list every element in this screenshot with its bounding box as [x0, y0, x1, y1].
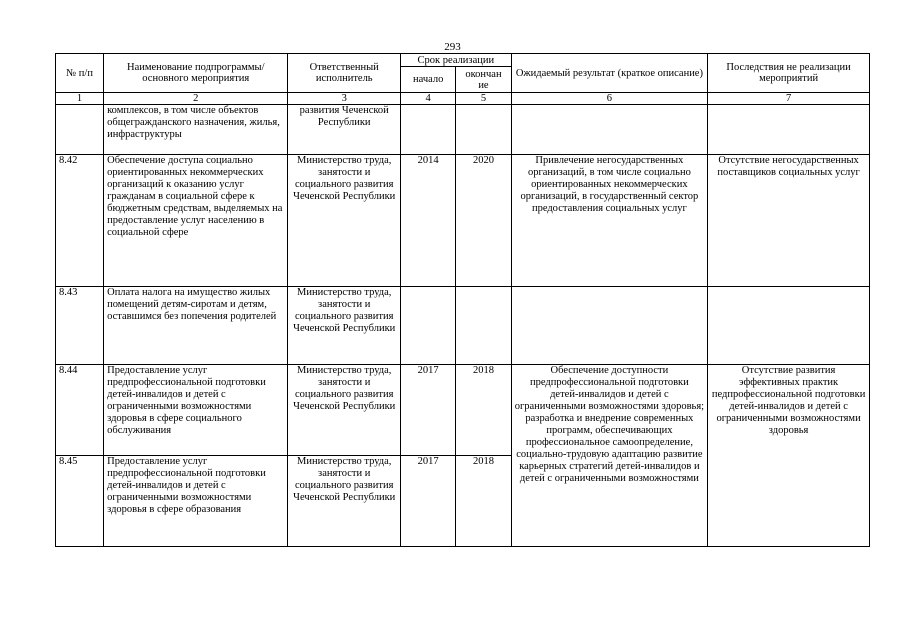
- column-index: 2: [104, 93, 288, 105]
- table-row: [56, 287, 870, 365]
- row-responsible: развития Чеченской Республики: [288, 105, 401, 155]
- row-num: 8.43: [56, 287, 104, 365]
- row-start: [401, 105, 456, 155]
- program-table: [55, 53, 870, 547]
- row-num: 8.42: [56, 155, 104, 287]
- row-name: комплексов, в том числе объектов общегражданского назначения, жилья, инфраструктуры: [104, 105, 288, 155]
- row-start: 2017: [401, 365, 456, 456]
- row-name: Предоставление услуг предпрофессиональной подготовки детей-инвалидов и детей с ограниченными возможностями здоровья в сфере социального обслуживания: [104, 365, 288, 456]
- row-num: 8.45: [56, 456, 104, 547]
- row-consequences: Отсутствие развития эффективных практик педпрофессиональной подготовки детей-инвалидов и детей с ограниченными возможностями здоровья: [708, 365, 870, 547]
- row-consequences: [708, 287, 870, 365]
- row-result: [511, 287, 708, 365]
- row-result: Привлечение негосударственных организаций, в том числе социально ориентированных некоммерческих организаций, в государственный сектор предоставления социальных услуг: [511, 155, 708, 287]
- header-end: окончан ие: [456, 67, 511, 93]
- table-row: [56, 365, 870, 456]
- row-end: [456, 105, 511, 155]
- row-start: 2014: [401, 155, 456, 287]
- row-start: [401, 287, 456, 365]
- column-index: 1: [56, 93, 104, 105]
- column-index: 3: [288, 93, 401, 105]
- page-number: 293: [444, 41, 461, 53]
- row-num: 8.44: [56, 365, 104, 456]
- header-result: Ожидаемый результат (краткое описание): [511, 54, 708, 93]
- table-row: [56, 155, 870, 287]
- row-responsible: Министерство труда, занятости и социального развития Чеченской Республики: [288, 456, 401, 547]
- table-row: [56, 105, 870, 155]
- header-num: № п/п: [56, 54, 104, 93]
- row-responsible: Министерство труда, занятости и социального развития Чеченской Республики: [288, 365, 401, 456]
- column-index: 7: [708, 93, 870, 105]
- row-num: [56, 105, 104, 155]
- header-start: начало: [401, 67, 456, 93]
- header-consequences: Последствия не реализации мероприятий: [708, 54, 870, 93]
- column-index: 4: [401, 93, 456, 105]
- column-index: 6: [511, 93, 708, 105]
- row-end: [456, 287, 511, 365]
- row-result: [511, 105, 708, 155]
- row-name: Оплата налога на имущество жилых помещений детям-сиротам и детям, оставшимся без попечения родителей: [104, 287, 288, 365]
- column-index: 5: [456, 93, 511, 105]
- row-consequences: Отсутствие негосударственных поставщиков социальных услуг: [708, 155, 870, 287]
- header-responsible: Ответственный исполнитель: [288, 54, 401, 93]
- row-responsible: Министерство труда, занятости и социального развития Чеченской Республики: [288, 287, 401, 365]
- row-consequences: [708, 105, 870, 155]
- header-period: Срок реализации: [401, 54, 512, 67]
- row-name: Обеспечение доступа социально ориентированных некоммерческих организаций к оказанию услуг гражданам в социальной сфере к бюджетным средствам, выделяемых на предоставление услуг населению в социальной сфере: [104, 155, 288, 287]
- row-responsible: Министерство труда, занятости и социального развития Чеченской Республики: [288, 155, 401, 287]
- row-end: 2018: [456, 456, 511, 547]
- row-end: 2018: [456, 365, 511, 456]
- row-result: Обеспечение доступности предпрофессиональной подготовки детей-инвалидов и детей с ограниченными возможностями здоровья; разработка и внедрение современных программ, обеспечивающих профессиональное самоопределение, социально-трудовую адаптацию развитие карьерных стратегий детей-инвалидов и детей с ограниченными возможностями: [511, 365, 708, 547]
- row-name: Предоставление услуг предпрофессиональной подготовки детей-инвалидов и детей с ограниченными возможностями здоровья в сфере образования: [104, 456, 288, 547]
- row-start: 2017: [401, 456, 456, 547]
- header-name: Наименование подпрограммы/ основного мероприятия: [104, 54, 288, 93]
- row-end: 2020: [456, 155, 511, 287]
